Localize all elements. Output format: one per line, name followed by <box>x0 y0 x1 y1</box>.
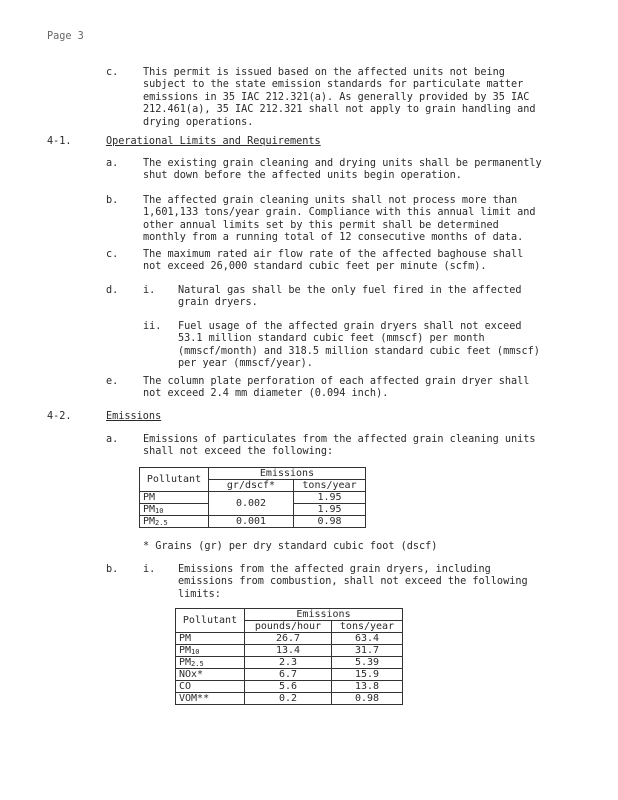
item-label: a. <box>106 434 119 445</box>
table-row <box>176 669 403 681</box>
subitem-label: i. <box>143 564 156 575</box>
section-title: Operational Limits and Requirements <box>106 136 321 147</box>
subitem-label: ii. <box>143 321 162 332</box>
value-cell: 0.98 <box>332 693 403 705</box>
pollutant-cell: VOM** <box>176 693 245 705</box>
pollutant-cell: $PM_{10}$ <box>140 504 209 516</box>
emissions-table-dryers <box>175 608 403 705</box>
item-label: b. <box>106 195 119 206</box>
pollutant-cell: $PM_{10}$ <box>176 645 245 657</box>
value-cell: 0.98 <box>294 516 366 528</box>
pollutant-cell: $PM_{2.5}$ <box>176 657 245 669</box>
section-number: 4-1. <box>47 136 72 147</box>
pollutant-header: Pollutant <box>176 609 245 633</box>
value-cell: 0.001 <box>209 516 294 528</box>
value-cell: 2.3 <box>245 657 332 669</box>
unit-header: gr/dscf* <box>209 480 294 492</box>
item-text: The existing grain cleaning and drying units shall be permanently shut down before the affected units begin operation. <box>143 158 542 182</box>
table-row <box>176 657 403 669</box>
table-row <box>140 516 366 528</box>
emissions-table-cleaning <box>139 467 366 528</box>
emissions-header: Emissions <box>245 609 403 621</box>
item-label: e. <box>106 376 119 387</box>
pollutant-cell: $PM_{2.5}$ <box>140 516 209 528</box>
table-row <box>176 681 403 693</box>
subitem-label: i. <box>143 285 156 296</box>
unit-header: tons/year <box>332 621 403 633</box>
pollutant-cell: NOx* <box>176 669 245 681</box>
value-cell: 0.2 <box>245 693 332 705</box>
pollutant-cell: CO <box>176 681 245 693</box>
item-label: a. <box>106 158 119 169</box>
subitem-text: Natural gas shall be the only fuel fired in the affected grain dryers. <box>178 285 522 309</box>
value-cell: 13.8 <box>332 681 403 693</box>
page-number: Page 3 <box>47 31 84 42</box>
item-text: The column plate perforation of each affected grain dryer shall not exceed 2.4 mm diameter (0.094 inch). <box>143 376 530 400</box>
item-label: c. <box>106 249 119 260</box>
emissions-header: Emissions <box>209 468 366 480</box>
item-text: Emissions of particulates from the affected grain cleaning units shall not exceed the following: <box>143 434 536 458</box>
value-cell: 31.7 <box>332 645 403 657</box>
item-text: The affected grain cleaning units shall not process more than 1,601,133 tons/year grain. Compliance with this annual limit and other annual limits set by this permit shall be determined monthly from a running total of 12 consecutive months of data. <box>143 195 536 244</box>
value-cell: 13.4 <box>245 645 332 657</box>
value-cell: 6.7 <box>245 669 332 681</box>
unit-header: pounds/hour <box>245 621 332 633</box>
table-footnote: * Grains (gr) per dry standard cubic foot (dscf) <box>143 541 438 552</box>
value-cell: 1.95 <box>294 504 366 516</box>
pollutant-cell: PM <box>140 492 209 504</box>
subitem-text: Fuel usage of the affected grain dryers shall not exceed 53.1 million standard cubic feet (mmscf) per month (mmscf/month) and 318.5 million standard cubic feet (mmscf) per year (mmscf/year). <box>178 321 540 370</box>
value-cell: 15.9 <box>332 669 403 681</box>
item-label: c. <box>106 67 119 78</box>
section-title: Emissions <box>106 411 162 422</box>
value-cell: 63.4 <box>332 633 403 645</box>
value-cell: 5.39 <box>332 657 403 669</box>
table-row <box>176 645 403 657</box>
section-number: 4-2. <box>47 411 72 422</box>
value-cell: 1.95 <box>294 492 366 504</box>
item-text: The maximum rated air flow rate of the affected baghouse shall not exceed 26,000 standard cubic feet per minute (scfm). <box>143 249 524 273</box>
table-row <box>176 633 403 645</box>
value-cell: 26.7 <box>245 633 332 645</box>
table-row <box>140 492 366 504</box>
subitem-text: Emissions from the affected grain dryers, including emissions from combustion, shall not exceed the following limits: <box>178 564 528 600</box>
pollutant-header: Pollutant <box>140 468 209 492</box>
item-text: This permit is issued based on the affected units not being subject to the state emission standards for particulate matter emissions in 35 IAC 212.321(a). As generally provided by 35 IAC 212.461(a), 35 IAC 212.321 shall not apply to grain handling and drying operations. <box>143 67 536 128</box>
item-label: b. <box>106 564 119 575</box>
table-row <box>176 693 403 705</box>
unit-header: tons/year <box>294 480 366 492</box>
value-cell: 0.002 <box>209 492 294 516</box>
item-label: d. <box>106 285 119 296</box>
pollutant-cell: PM <box>176 633 245 645</box>
value-cell: 5.6 <box>245 681 332 693</box>
